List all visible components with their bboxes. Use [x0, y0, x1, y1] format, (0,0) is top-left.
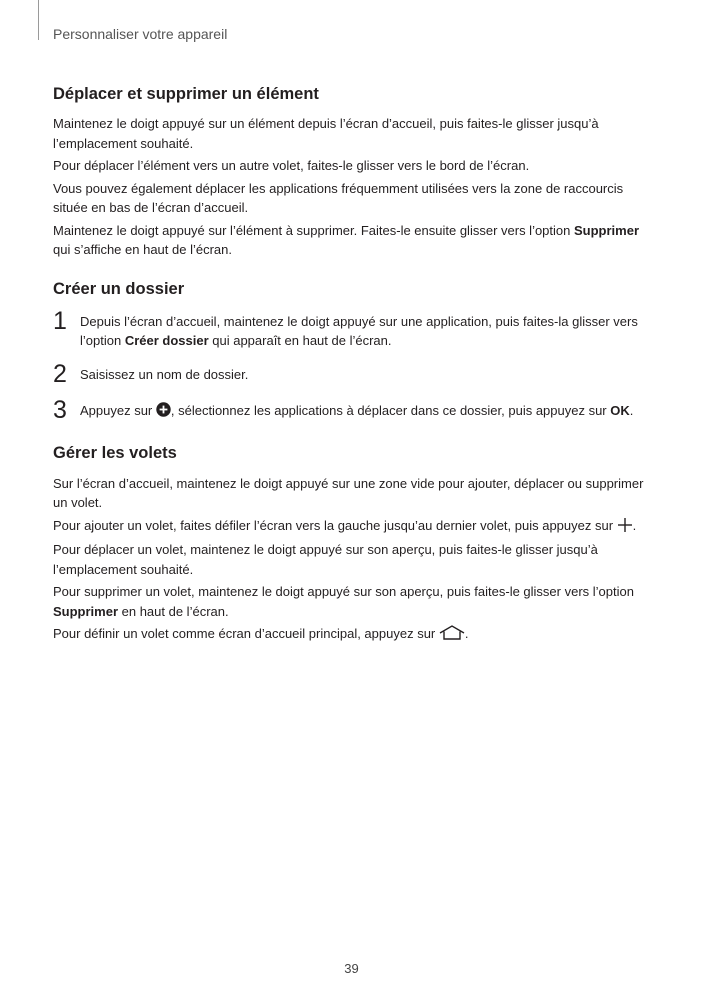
paragraph: Maintenez le doigt appuyé sur un élément depuis l’écran d’accueil, puis faites-le glisser jusqu’à l’emplacement souhaité. [53, 116, 599, 151]
step-number: 3 [53, 395, 67, 424]
header-rule [38, 0, 39, 40]
home-icon [439, 625, 465, 646]
page-number: 39 [344, 961, 359, 976]
step-text-part: . [629, 402, 634, 418]
option-supprimer: Supprimer [573, 222, 639, 238]
add-circle-icon [156, 402, 171, 423]
step-text [80, 312, 653, 351]
step-1 [53, 306, 653, 351]
step-2 [53, 359, 653, 388]
paragraph-text: . [632, 517, 637, 533]
paragraph [53, 516, 653, 538]
step-text-part: qui apparaît en haut de l’écran. [208, 333, 392, 348]
paragraph-text: en haut de l’écran. [118, 603, 229, 619]
step-text-part: Appuyez sur [80, 402, 156, 418]
paragraph: Pour déplacer l’élément vers un autre volet, faites-le glisser vers le bord de l’écran. [53, 158, 530, 173]
section-move-delete [53, 83, 653, 260]
paragraph-text: Pour supprimer un volet, maintenez le doigt appuyé sur son aperçu, puis faites-le glisser vers l’option [53, 584, 634, 599]
option-supprimer: Supprimer [53, 603, 119, 619]
paragraph-text: Pour définir un volet comme écran d’accueil principal, appuyez sur [53, 626, 439, 641]
paragraph: Pour déplacer un volet, maintenez le doigt appuyé sur son aperçu, puis faites-le glisser jusqu’à l’emplacement souhaité. [53, 542, 598, 577]
paragraph-text: . [464, 626, 469, 641]
paragraph [53, 582, 653, 621]
step-text [80, 401, 653, 423]
step-text-part: , sélectionnez les applications à déplacer dans ce dossier, puis appuyez sur [170, 402, 611, 418]
plus-icon [617, 518, 633, 538]
section-heading: Créer un dossier [53, 279, 185, 298]
paragraph [53, 221, 653, 260]
step-3 [53, 395, 653, 424]
step-text: Saisissez un nom de dossier. [80, 366, 249, 382]
page-header-title: Personnaliser votre appareil [53, 26, 228, 42]
page-content [53, 83, 653, 649]
step-text-part: Depuis l’écran d’accueil, maintenez le doigt appuyé sur une application, puis faites-la glisser vers l’option [80, 313, 638, 348]
section-manage-panels [53, 442, 653, 646]
paragraph-text: Pour ajouter un volet, faites défiler l’écran vers la gauche jusqu’au dernier volet, puis appuyez sur [53, 517, 617, 533]
option-ok: OK [610, 402, 630, 418]
step-number: 1 [53, 306, 67, 335]
paragraph-text: qui s’affiche en haut de l’écran. [53, 242, 232, 257]
paragraph: Vous pouvez également déplacer les applications fréquemment utilisées vers la zone de raccourcis située en bas de l’écran d’accueil. [53, 180, 624, 215]
section-heading: Déplacer et supprimer un élément [53, 85, 319, 103]
paragraph: Sur l’écran d’accueil, maintenez le doigt appuyé sur une zone vide pour ajouter, déplacer ou supprimer un volet. [53, 475, 644, 510]
section-heading: Gérer les volets [53, 443, 177, 462]
paragraph [53, 624, 653, 646]
step-number: 2 [53, 359, 67, 388]
section-create-folder [53, 278, 653, 423]
paragraph-text: Maintenez le doigt appuyé sur l’élément à supprimer. Faites-le ensuite glisser vers l’option [53, 222, 574, 238]
option-creer-dossier: Créer dossier [124, 333, 209, 348]
